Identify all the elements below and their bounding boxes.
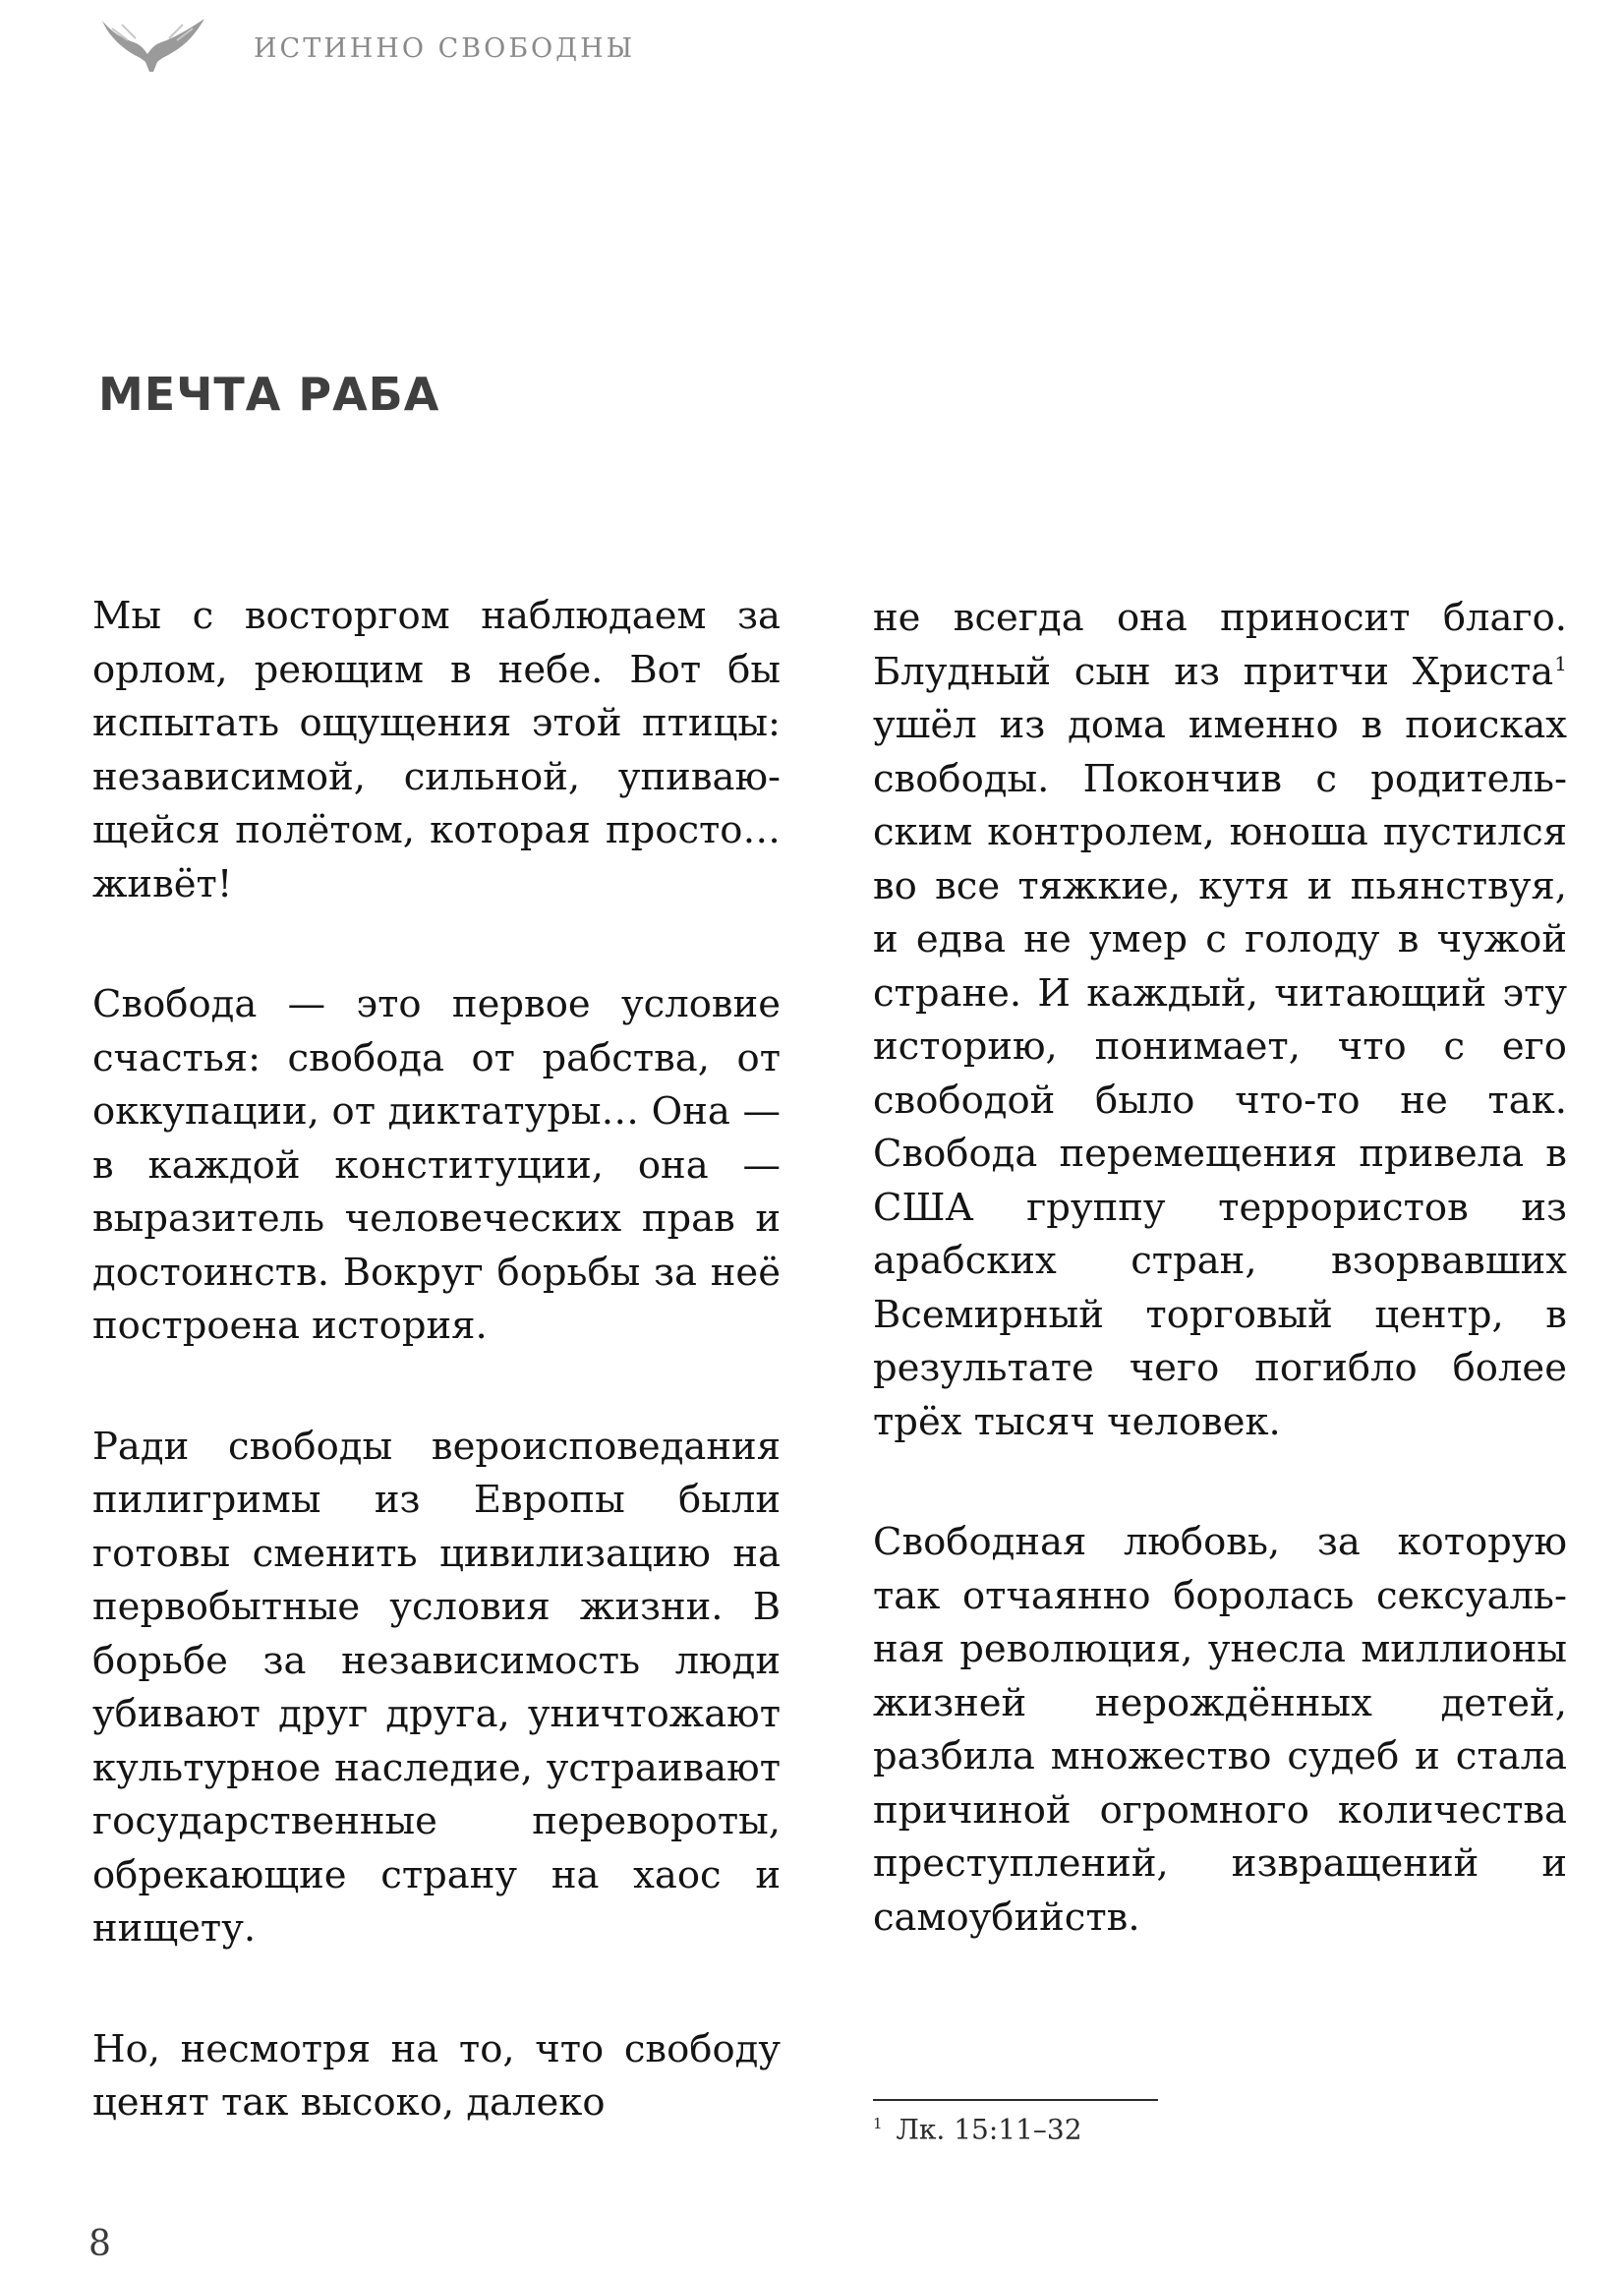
body-paragraph: Мы с восторгом наблюдаем за орлом, реющим в небе. Вот бы испытать ощущения этой птицы: независимой, сильной, упивающейся полётом, которая просто… живёт! [92,594,781,906]
page-number: 8 [88,2224,111,2264]
footnote [873,2107,1082,2146]
body-paragraph [873,592,1567,1449]
body-text: ушёл из дома именно в поисках свободы. Покончив с родительским контролем, юноша пустился во все тяжкие, кутя и пьянствуя, и едва не умер с голоду в чужой стране. И каждый, читающий эту историю, понимает, что с его свободой было что-то не так. Свобода перемещения привела в США группу террористов из арабских стран, взорвавших Всемирный торговый центр, в результате чего погибло более трёх тысяч человек. [873,703,1567,1444]
body-text: не всегда она приносит благо. Блудный сын из притчи Христа [873,596,1567,694]
body-paragraph: Свобода — это первое условие счастья: свобода от рабства, от оккупации, от диктатуры… Она — в каждой конституции, она — выразитель человеческих прав и достоинств. Вокруг борьбы за неё построена история. [92,982,781,1348]
chapter-title: МЕЧТА РАБА [98,368,440,421]
body-paragraph: Ради свободы вероисповедания пилигримы из Европы были готовы сменить цивилизацию на первобытные условия жизни. В борьбе за независимость люди убивают друг друга, уничтожают культурное наследие, устраивают государственные перевороты, обрекающие страну на хаос и нищету. [92,1424,781,1951]
body-paragraph: Свободная любовь, за которую так отчаянно боролась сексуальная революция, унесла миллионы жизней нерождённых детей, разбила множество судеб и стала причиной огромного количества преступлений, извращений и самоубийств. [873,1520,1567,1940]
footnote-text: Лк. 15:11–32 [896,2113,1082,2146]
footnote-reference: 1 [1554,651,1567,675]
body-paragraph: Но, несмотря на то, что свободу ценят так высоко, далеко [92,2026,781,2125]
footnote-divider [873,2099,1158,2101]
running-header-title: ИСТИННО СВОБОДНЫ [254,32,636,64]
left-column [92,590,781,2130]
eagle-logo-icon [98,15,208,74]
right-column [873,592,1567,1945]
running-header [98,10,635,79]
footnote-marker: 1 [873,2115,883,2132]
